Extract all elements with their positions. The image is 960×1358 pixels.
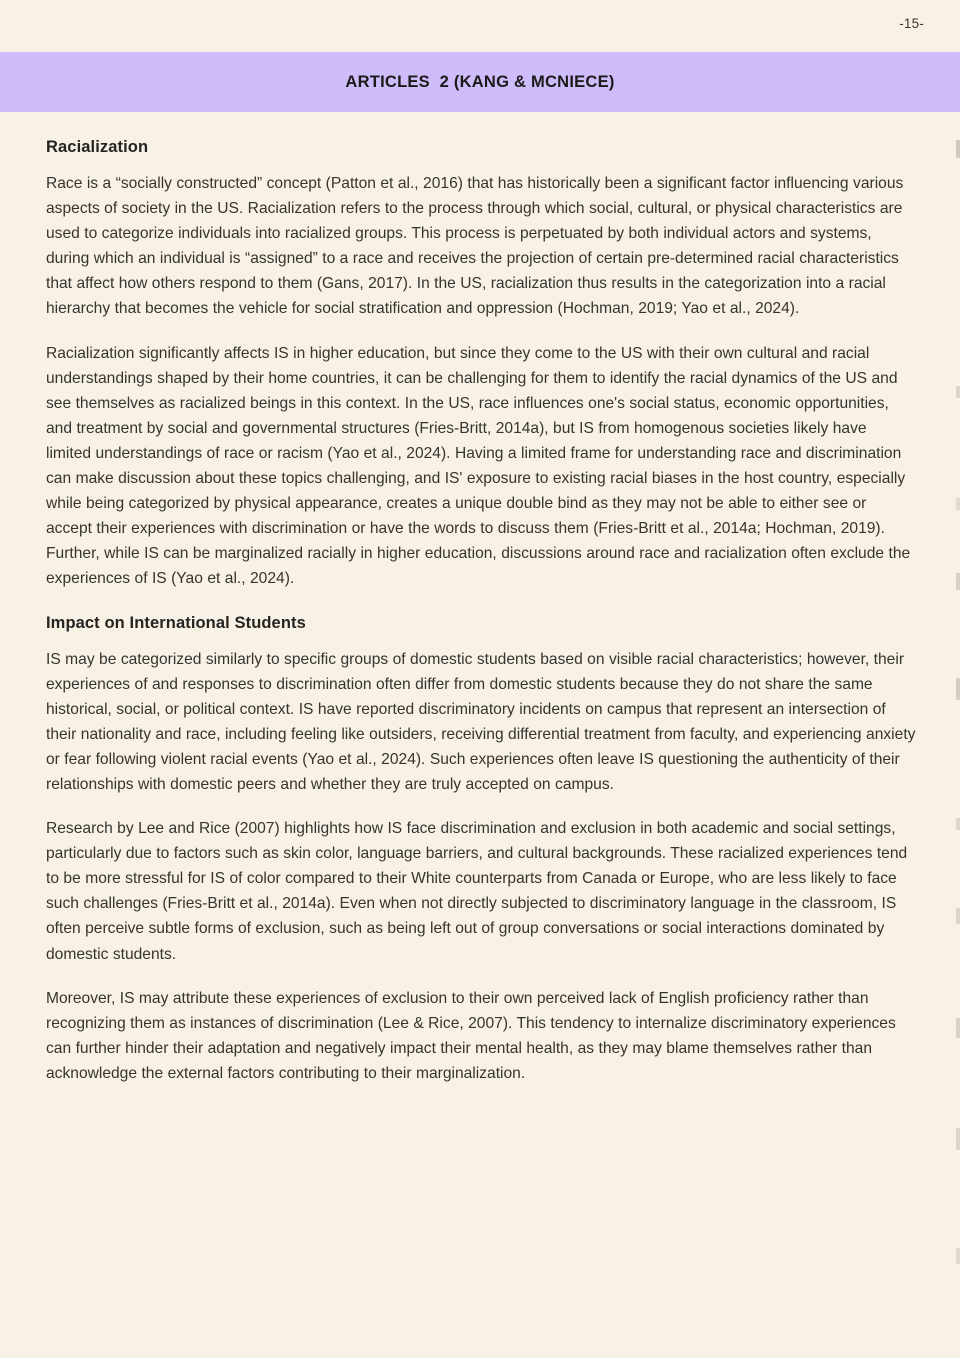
page-number-strip [0,0,960,52]
running-header-title: ARTICLES 2 (KANG & MCNIECE) [345,72,615,91]
running-header-band [0,52,960,112]
paragraph: IS may be categorized similarly to specific groups of domestic students based on visible racial characteristics; however, their experiences of and responses to discrimination often differ from domestic students because they do not share the same historical, social, or political context. IS have reported discriminatory incidents on campus that represent an intersection of their nationality and race, including feeling like outsiders, receiving differential treatment from faculty, and experiencing anxiety or fear following violent racial events (Yao et al., 2024). Such experiences often leave IS questioning the authenticity of their relationships with domestic peers and whether they are truly accepted on campus. [46,650,916,793]
page-number: -15- [899,16,924,31]
document-body [0,112,960,1086]
paragraph: Race is a “socially constructed” concept (Patton et al., 2016) that has historically been a significant factor influencing various aspects of society in the US. Racialization refers to the process through which social, cultural, or physical characteristics are used to categorize individuals into racialized groups. This process is perpetuated by both individual actors and systems, during which an individual is “assigned” to a race and receives the projection of certain pre-determined racial characteristics that affect how others respond to them (Gans, 2017). In the US, racialization thus results in the categorization into a racial hierarchy that becomes the vehicle for social stratification and oppression (Hochman, 2019; Yao et al., 2024). [46,175,904,318]
paragraph: Racialization significantly affects IS in higher education, but since they come to the US with their own cultural and racial understandings shaped by their home countries, it can be challenging for them to identify the racial dynamics of the US and see themselves as racialized beings in this context. In the US, race influences one's social status, economic opportunities, and treatment by social and governmental structures (Fries-Britt, 2014a), but IS from homogenous societies likely have limited understandings of race or racism (Yao et al., 2024). Having a limited frame for understanding race and discrimination can make discussion about these topics challenging, and IS' exposure to existing racial biases in the host country, especially while being categorized by physical appearance, creates a unique double bind as they may not be able to either see or accept their experiences with discrimination or have the words to discuss them (Fries-Britt et al., 2014a; Hochman, 2019). Further, while IS can be marginalized racially in higher education, discussions around race and racialization often exclude the experiences of IS (Yao et al., 2024). [46,344,911,588]
section-heading-impact-on-international-students: Impact on International Students [46,613,306,632]
section-heading-racialization: Racialization [46,138,149,156]
paragraph: Moreover, IS may attribute these experiences of exclusion to their own perceived lack of English proficiency rather than recognizing them as instances of discrimination (Lee & Rice, 2007). This tendency to internalize discriminatory experiences can further hinder their adaptation and negatively impact their mental health, as they may blame themselves rather than acknowledge the external factors contributing to their marginalization. [46,989,896,1082]
paragraph: Research by Lee and Rice (2007) highlights how IS face discrimination and exclusion in both academic and social settings, particularly due to factors such as skin color, language barriers, and cultural backgrounds. These racialized experiences tend to be more stressful for IS of color compared to their White counterparts from Canada or Europe, who are less likely to face such challenges (Fries-Britt et al., 2014a). Even when not directly subjected to discriminatory language in the classroom, IS often perceive subtle forms of exclusion, such as being left out of group conversations or social interactions dominated by domestic students. [46,820,908,963]
